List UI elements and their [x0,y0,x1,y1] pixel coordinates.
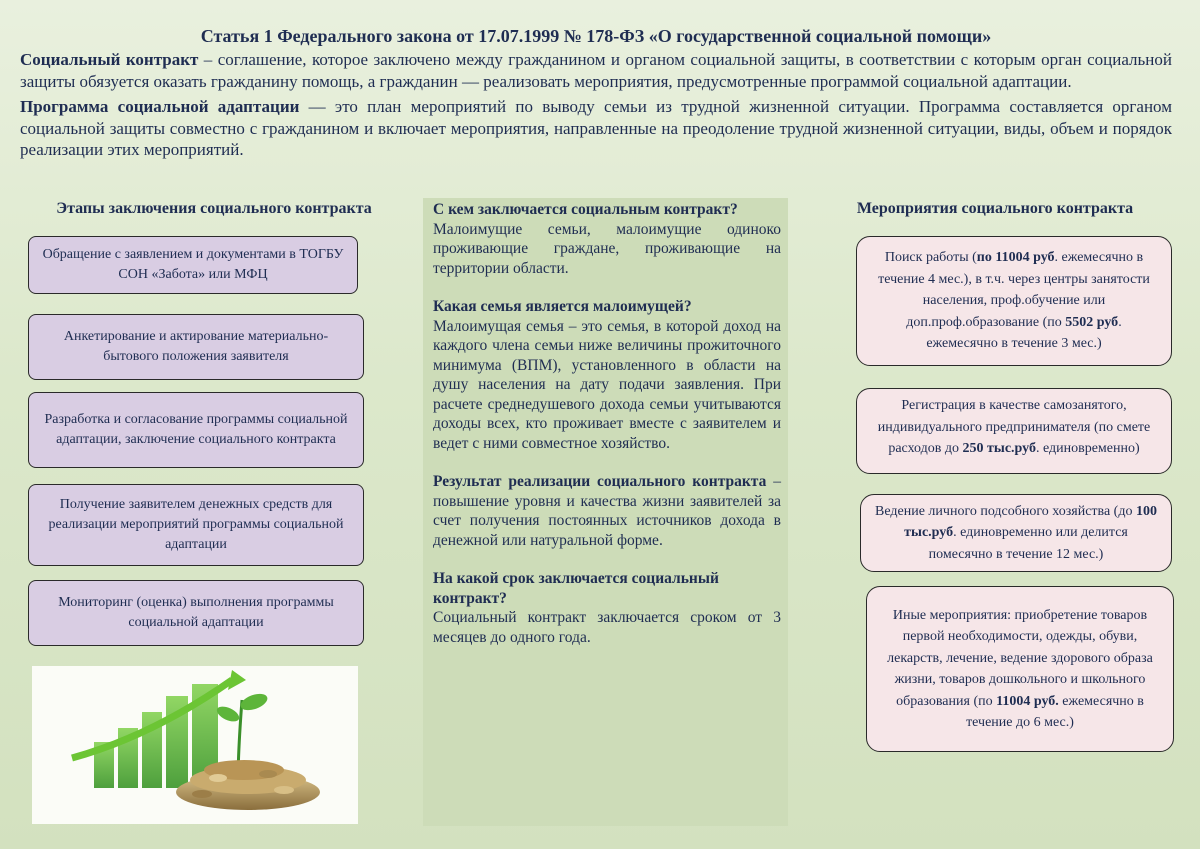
stage-1: Обращение с заявлением и документами в ТОГБУ СОН «Забота» или МФЦ [28,236,358,294]
stage-2: Анкетирование и актирование материально-бытового положения заявителя [28,314,364,380]
program-def-text: — это план мероприятий по выводу семьи из трудной жизненной ситуации. Программа составляется органом социальной защиты совместно с гражданином и включает мероприятия, направленные на преодоление трудной жизненной ситуации, виды, объем и порядок реализации этих мероприятий. [20,97,1172,159]
faq-block-who [433,200,781,278]
stages-title: Этапы заключения социального контракта [56,200,372,217]
faq-a3: – повышение уровня и качества жизни заявителей за счет получения постоянных источников дохода в денежной или натуральной форме. [433,473,781,549]
measure-self-employment-text: Регистрация в качестве самозанятого, индивидуального предпринимателя (по смете расходов до 250 тыс.руб. единовременно) [877,398,1151,456]
growth-chart-coins-plant-image [32,666,358,824]
faq-a1: Малоимущие семьи, малоимущие одиноко проживающие граждане, проживающие на территории области. [433,220,781,277]
contract-def-text: – соглашение, которое заключено между гражданином и органом социальной защиты, в соответствии с которым орган социальной защиты обязуется оказать гражданину помощь, а гражданин — реализовать мероприятия, предусмотренные программой социальной адаптации. [20,50,1172,91]
stage-3: Разработка и согласование программы социальной адаптации, заключение социального контракта [28,392,364,468]
measures-column [800,198,1190,838]
faq-q2: Какая семья является малоимущей? [433,298,692,315]
contract-term: Социальный контракт [20,50,199,69]
measures-title: Мероприятия социального контракта [856,200,1134,217]
faq-q3: Результат реализации социального контракта [433,473,767,490]
faq-content [433,200,781,666]
program-term: Программа социальной адаптации [20,97,300,116]
faq-block-poor-family [433,297,781,453]
page-title: Статья 1 Федерального закона от 17.07.1999 № 178-ФЗ «О государственной социальной помощи» [200,26,992,46]
faq-q4: На какой срок заключается социальный контракт? [433,570,719,607]
stage-4: Получение заявителем денежных средств для реализации мероприятий программы социальной адаптации [28,484,364,566]
measure-other-text: Иные мероприятия: приобретение товаров первой необходимости, одежды, обуви, лекарств, лечение, ведение здорового образа жизни, товаров дошкольного и школьного образования (по 11004 руб. ежемесячно в течение до 6 мес.) [887,607,1153,730]
contract-definition [20,49,1172,92]
measure-self-employment [856,388,1172,474]
program-definition [20,96,1172,161]
measure-job-search [856,236,1172,366]
header [20,26,1172,161]
measure-job-search-text: Поиск работы (по 11004 руб. ежемесячно в течение 4 мес.), в т.ч. через центры занятости населения, проф.обучение или доп.проф.образование (по 5502 руб. ежемесячно в течение 3 мес.) [878,250,1150,352]
growth-chart-coins-plant-icon [32,666,358,824]
stage-5: Мониторинг (оценка) выполнения программы социальной адаптации [28,580,364,646]
measure-household-text: Ведение личного подсобного хозяйства (до 100 тыс.руб. единовременно или делится помесячно в течение 12 мес.) [875,503,1157,562]
faq-a2: Малоимущая семья – это семья, в которой доход на каждого члена семьи ниже величины прожиточного минимума (ВПМ), установленного в области на душу населения на дату подачи заявления. При расчете среднедушевого дохода семьи учитываются доходы всех, кто проживает вместе с заявителем и ведет с ними совместное хозяйство. [433,317,781,452]
faq-result [433,472,781,550]
faq-column [423,198,788,826]
faq-block-result [433,472,781,550]
faq-a4: Социальный контракт заключается сроком от 3 месяцев до одного года. [433,609,781,646]
faq-block-term [433,569,781,647]
measure-household [860,494,1172,572]
measure-other [866,586,1174,752]
stages-column [18,200,410,840]
faq-q1: С кем заключается социальным контракт? [433,201,738,218]
